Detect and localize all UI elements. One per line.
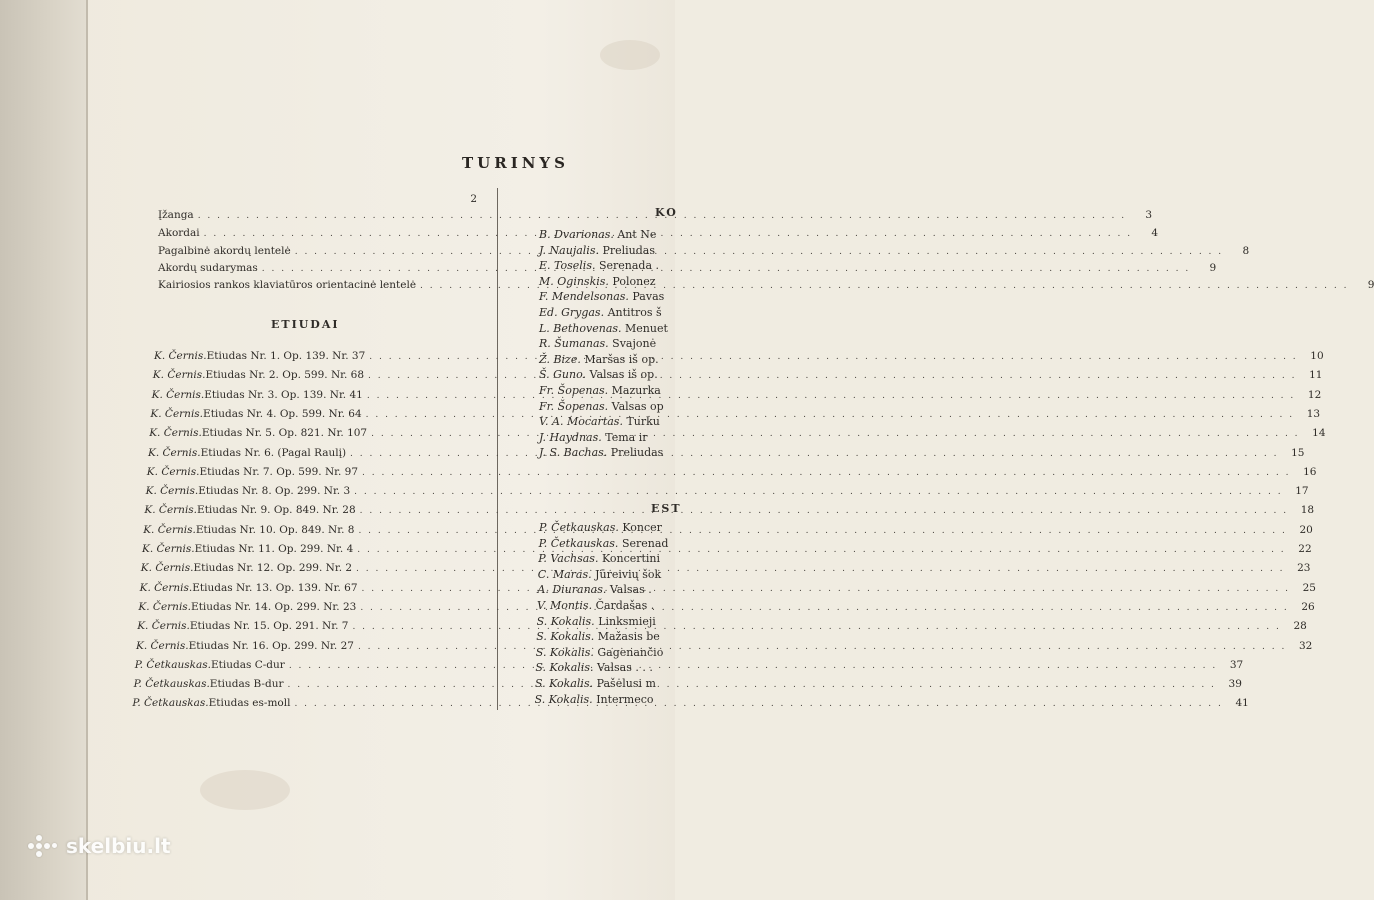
right-heading-estrada: EST <box>651 502 682 515</box>
page-number: 18 <box>1300 504 1315 517</box>
leader-dots <box>366 410 1294 420</box>
composer-name: K. Černis. <box>137 620 190 633</box>
work-title: Etiudas B-dur <box>209 678 284 691</box>
composer-name: P. Četkauskas. <box>134 658 211 671</box>
page-number: 8 <box>1242 245 1250 257</box>
composer-name: Fr. Šopenas. <box>539 384 609 397</box>
leader-dots <box>262 264 1190 274</box>
work-title: Etiudas Nr. 5. Op. 821. Nr. 107 <box>201 427 368 440</box>
work-title: Valsas . <box>609 583 652 597</box>
leader-dots <box>358 642 1286 652</box>
work-title: Etiudas Nr. 13. Op. 139. Nr. 67 <box>192 581 358 594</box>
composer-name: J. Naujalis. <box>539 243 599 257</box>
leader-dots <box>367 391 1295 401</box>
page-number: 25 <box>1302 581 1316 594</box>
composer-name: Ed. Grygas. <box>539 306 605 319</box>
toc-entry <box>535 677 656 690</box>
toc-entry <box>535 693 654 706</box>
work-title: Antitros š <box>607 306 662 319</box>
page-number: 26 <box>1301 600 1315 613</box>
toc-entry-label: Akordų sudarymas <box>158 262 258 274</box>
toc-entry <box>539 446 663 459</box>
page-number: 9 <box>1209 262 1217 274</box>
work-title: Etiudas Nr. 14. Op. 299. Nr. 23 <box>191 600 357 613</box>
page-number: 4 <box>1151 227 1159 239</box>
composer-name: S. Kokalis. <box>534 692 593 706</box>
work-title: Menuet <box>625 321 668 335</box>
leader-dots <box>362 583 1290 597</box>
work-title: Intermeco <box>596 692 654 706</box>
page-number: 15 <box>1291 446 1305 459</box>
composer-name: L. Bethovenas. <box>539 321 622 335</box>
composer-name: B. Dvarionas. <box>539 228 614 241</box>
composer-name: M. Oginskis. <box>539 274 609 288</box>
work-title: Maršas iš op. <box>584 352 659 366</box>
composer-name: E. Toselis. <box>539 259 596 273</box>
page-number: 32 <box>1298 639 1313 652</box>
composer-name: K. Černis. <box>139 581 193 594</box>
leader-dots <box>204 229 1132 239</box>
work-title: Etiudas Nr. 12. Op. 299. Nr. 2 <box>193 562 353 575</box>
toc-entry <box>535 661 652 674</box>
work-title: Preliudas <box>610 446 664 460</box>
composer-name: K. Černis. <box>145 485 199 498</box>
leader-dots <box>360 506 1288 516</box>
toc-entry <box>539 228 656 241</box>
work-title: Tema ir <box>605 430 648 444</box>
page-number: 3 <box>1145 209 1153 221</box>
toc-entry-label: Kairiosios rankos klaviatūros orientacinė lentelė <box>158 279 417 291</box>
leader-dots <box>360 603 1288 613</box>
composer-name: K. Černis. <box>142 543 195 555</box>
composer-name: J. S. Bachas. <box>539 446 608 460</box>
page-number: 17 <box>1295 485 1309 498</box>
toc-entry <box>536 630 660 643</box>
toc-entry <box>538 568 661 581</box>
composer-name: J. Haydnas. <box>539 430 602 444</box>
toc-entry <box>539 415 660 428</box>
composer-name: S. Kokalis. <box>535 645 594 659</box>
page-fold <box>86 0 88 900</box>
toc-entry <box>539 353 659 366</box>
composer-name: K. Černis. <box>143 523 196 536</box>
composer-name: Ž. Bize. <box>539 352 581 366</box>
composer-name: R. Šumanas. <box>539 337 609 351</box>
watermark-text: skelbiu.lt <box>66 834 171 858</box>
work-title: Čardašas . <box>595 599 655 612</box>
composer-name: V. A. Mocartas. <box>539 415 623 429</box>
toc-entry <box>539 368 658 381</box>
work-title: Turku <box>626 415 660 429</box>
work-title: Etiudas es-moll <box>208 697 291 710</box>
leader-dots <box>287 680 1215 690</box>
page-number: 23 <box>1297 562 1311 575</box>
composer-name: K. Černis. <box>146 465 200 478</box>
page-number: 16 <box>1303 465 1317 478</box>
etiud-entry <box>150 407 1321 420</box>
composer-name: P. Četkauskas. <box>538 536 619 550</box>
work-title: Etiudas Nr. 10. Op. 849. Nr. 8 <box>195 523 355 536</box>
toc-entry <box>539 431 648 444</box>
work-title: Valsas op <box>611 399 664 413</box>
leader-dots <box>354 487 1282 497</box>
paper-stain <box>200 770 290 810</box>
page-number: 9 <box>1367 279 1374 291</box>
page-number: 2 <box>470 193 477 205</box>
composer-name: S. Kokalis. <box>535 661 594 675</box>
composer-name: Š. Guno. <box>539 368 587 382</box>
work-title: Etiudas Nr. 16. Op. 299. Nr. 27 <box>188 639 354 652</box>
toc-entry-label: Akordai <box>158 227 200 239</box>
work-title: Serenad <box>621 536 669 550</box>
toc-entry <box>539 290 664 303</box>
work-title: Mazurka <box>611 384 661 397</box>
work-title: Pašėlusi m <box>596 677 656 690</box>
right-heading-koncertines: KO <box>655 206 678 219</box>
toc-entry <box>539 337 656 350</box>
watermark <box>28 834 171 858</box>
page-number: 41 <box>1235 697 1249 710</box>
work-title: Koncer <box>622 521 662 534</box>
toc-entry <box>539 400 664 413</box>
toc-entry <box>539 259 659 272</box>
work-title: Mažasis be <box>597 630 660 644</box>
work-title: Etiudas Nr. 6. (Pagal Raulį) <box>200 446 347 459</box>
composer-name: F. Mendelsonas. <box>539 290 629 304</box>
work-title: Pavas <box>632 290 665 304</box>
leader-dots <box>368 371 1296 381</box>
composer-name: P. Četkauskas. <box>539 521 619 534</box>
page-number: 22 <box>1298 543 1312 555</box>
leader-dots <box>294 699 1222 709</box>
composer-name: K. Černis. <box>138 600 192 613</box>
toc-entry-label: Pagalbinė akordų lentelė <box>158 245 291 257</box>
composer-name: V. Montis. <box>537 599 593 612</box>
work-title: Etiudas Nr. 9. Op. 849. Nr. 28 <box>197 504 356 517</box>
page-number: 28 <box>1293 620 1307 633</box>
toc-entry <box>539 384 661 397</box>
work-title: Valsas iš op. <box>589 368 658 382</box>
composer-name: S. Kokalis. <box>536 614 595 628</box>
leader-dots <box>369 352 1297 362</box>
composer-name: K. Černis. <box>140 562 194 575</box>
work-title: Etiudas C-dur <box>211 658 285 671</box>
paper-stain <box>600 40 660 70</box>
work-title: Etiudas Nr. 11. Op. 299. Nr. 4 <box>194 543 354 555</box>
composer-name: K. Černis. <box>144 504 198 517</box>
work-title: Preliudas <box>602 243 656 257</box>
work-title: Jūreivių šok <box>595 567 662 581</box>
leader-dots <box>289 661 1217 671</box>
composer-name: K. Černis. <box>149 427 202 440</box>
leader-dots <box>295 247 1223 257</box>
work-title: Etiudas Nr. 15. Op. 291. Nr. 7 <box>189 620 349 633</box>
toc-entry <box>537 599 654 612</box>
toc-entry <box>537 615 656 628</box>
intro-top-page <box>455 193 477 205</box>
work-title: Etiudas Nr. 1. Op. 139. Nr. 37 <box>206 350 366 362</box>
page-number: 39 <box>1228 678 1242 691</box>
leader-dots <box>352 622 1280 632</box>
work-title: Etiudas Nr. 3. Op. 139. Nr. 41 <box>204 388 363 401</box>
toc-entry <box>539 537 669 550</box>
leader-dots <box>357 545 1285 555</box>
toc-entry <box>539 275 656 288</box>
work-title: Etiudas Nr. 7. Op. 599. Nr. 97 <box>199 465 359 478</box>
etiudai-heading: ETIUDAI <box>271 318 340 331</box>
work-title: Valsas . . . <box>596 661 653 675</box>
page-title: TURINYS <box>462 154 569 172</box>
composer-name: C. Maras. <box>537 567 592 581</box>
composer-name: K. Černis. <box>151 388 205 401</box>
toc-entry <box>539 521 662 534</box>
left-page-edge <box>0 0 86 900</box>
work-title: Serenada . <box>598 259 660 273</box>
composer-name: A. Diuranas. <box>537 583 607 597</box>
page-number: 10 <box>1310 350 1324 362</box>
work-title: Etiudas Nr. 8. Op. 299. Nr. 3 <box>198 485 351 498</box>
composer-name: K. Černis. <box>148 446 201 459</box>
work-title: Gagenančio <box>597 645 664 659</box>
toc-entry <box>539 244 655 257</box>
leader-dots <box>356 564 1284 574</box>
composer-name: K. Černis. <box>136 639 189 652</box>
page-number: 37 <box>1229 658 1244 671</box>
leader-dots <box>358 526 1286 536</box>
page-number: 11 <box>1309 369 1323 382</box>
composer-name: P. Četkauskas. <box>132 697 209 710</box>
dots-logo-icon <box>28 835 58 857</box>
leader-dots <box>350 449 1278 459</box>
work-title: Linksmieji <box>598 614 656 628</box>
toc-entry <box>536 646 664 659</box>
page-number: 13 <box>1306 407 1321 420</box>
work-title: Etiudas Nr. 2. Op. 599. Nr. 68 <box>205 369 365 382</box>
toc-entry <box>537 583 651 596</box>
toc-entry <box>539 322 668 335</box>
page-number: 20 <box>1299 523 1313 536</box>
leader-dots <box>362 468 1290 478</box>
etiud-entry <box>145 485 1309 498</box>
composer-name: K. Černis. <box>152 369 206 382</box>
composer-name: S. Kokalis. <box>535 677 594 690</box>
composer-name: P. Četkauskas. <box>133 678 210 691</box>
composer-name: K. Černis. <box>154 350 207 362</box>
composer-name: Fr. Šopenas. <box>539 399 609 413</box>
composer-name: K. Černis. <box>150 407 204 420</box>
work-title: Ant Ne <box>617 228 657 241</box>
work-title: Koncertini <box>601 552 661 566</box>
page-number: 12 <box>1307 388 1322 401</box>
leader-dots <box>371 429 1299 439</box>
composer-name: S. Kokalis. <box>536 630 595 644</box>
work-title: Svajonė <box>612 337 657 351</box>
toc-entry <box>538 552 660 565</box>
page-number: 14 <box>1312 427 1326 440</box>
toc-entry <box>539 306 662 319</box>
work-title: Etiudas Nr. 4. Op. 599. Nr. 64 <box>203 407 362 420</box>
toc-entry-label: Įžanga <box>158 209 194 221</box>
etiud-entry <box>146 465 1317 478</box>
composer-name: P. Vachsas. <box>538 552 599 566</box>
work-title: Polonez <box>612 274 656 288</box>
